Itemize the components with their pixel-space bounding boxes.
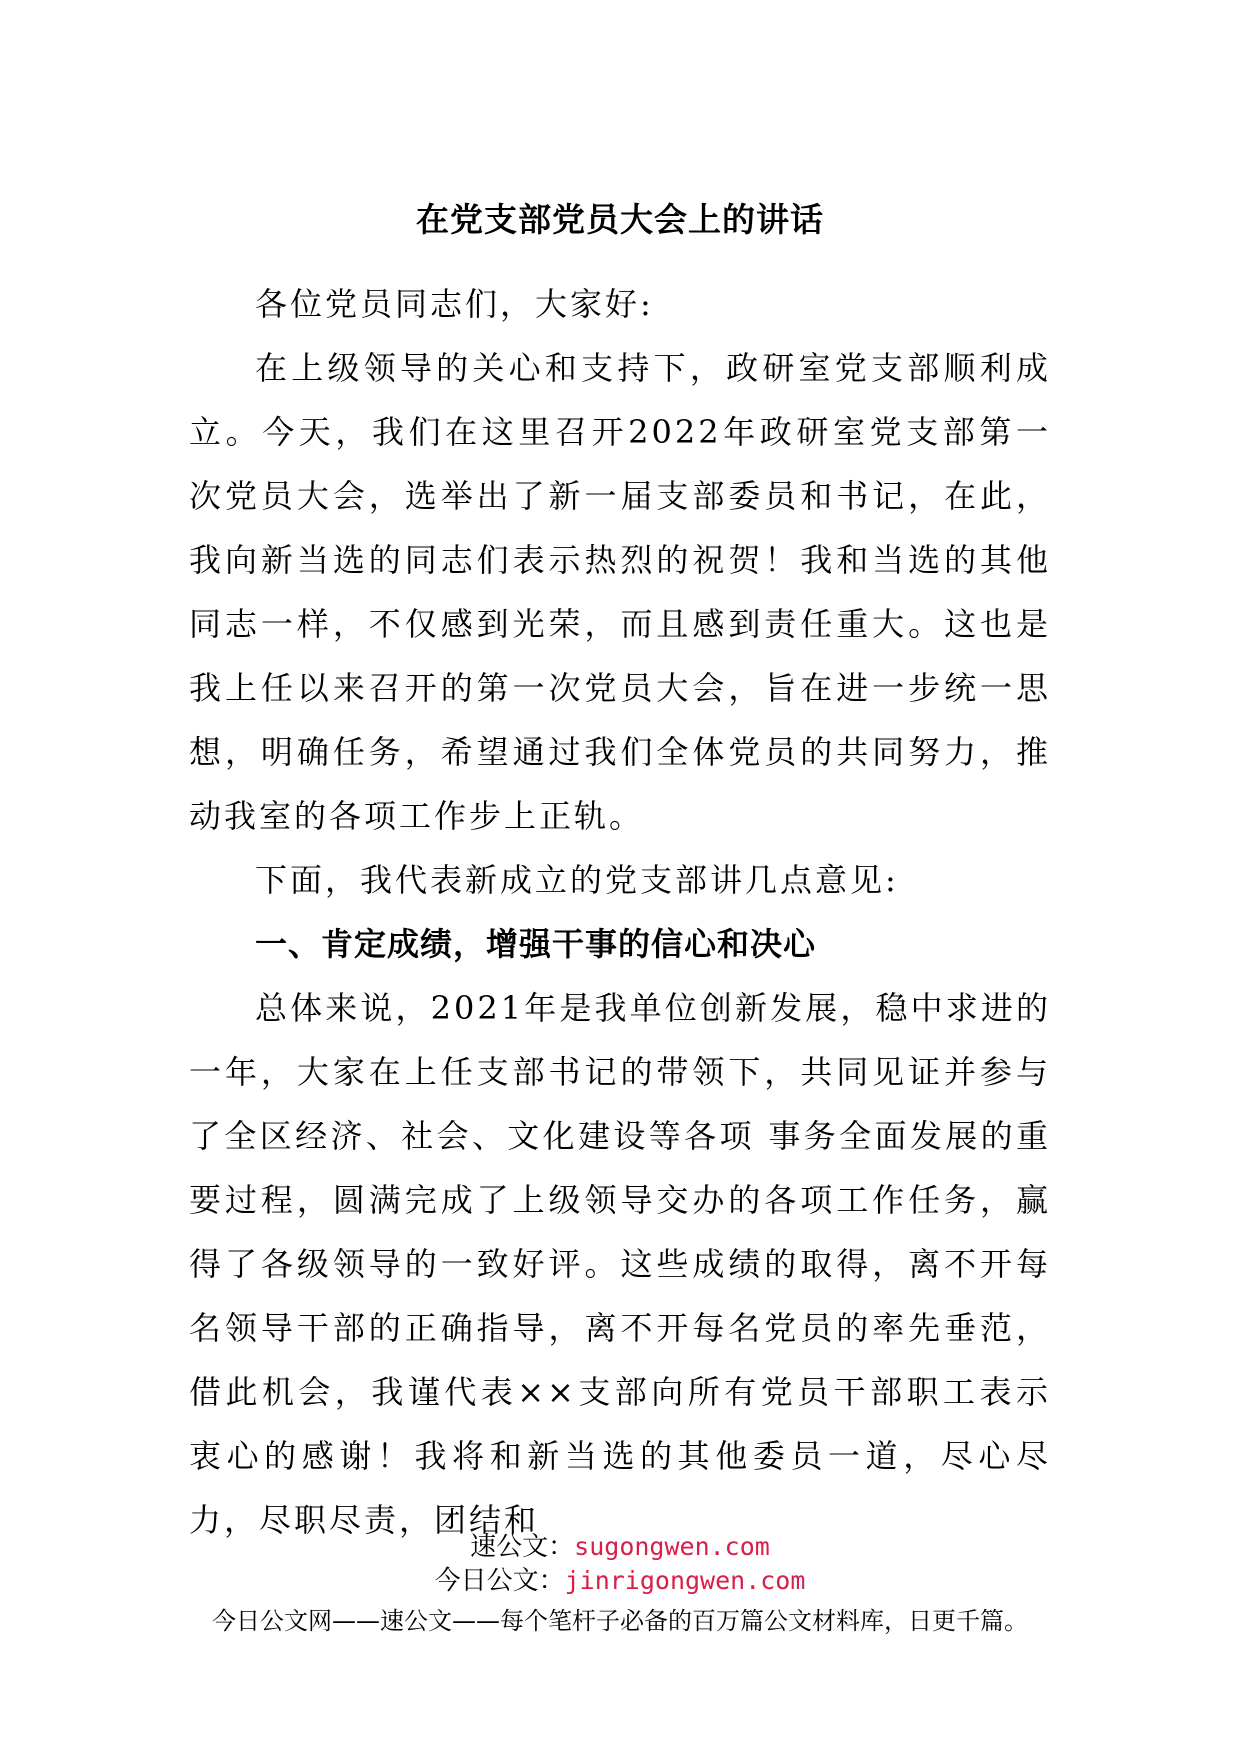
footer-label-jinrigongwen: 今日公文： bbox=[434, 1566, 565, 1596]
transition-paragraph: 下面，我代表新成立的党支部讲几点意见: bbox=[255, 861, 899, 899]
footer-label-sugongwen: 速公文： bbox=[470, 1532, 575, 1562]
footer-link-sugongwen[interactable]: sugongwen.com bbox=[574, 1532, 770, 1561]
footer-link-jinrigongwen[interactable]: jinrigongwen.com bbox=[564, 1566, 806, 1595]
footer-slogan: 今日公文网——速公文——每个笔杆子必备的百万篇公文材料库，日更千篇。 bbox=[212, 1607, 1028, 1635]
document-body bbox=[189, 272, 1051, 1552]
watermark-footer bbox=[0, 1530, 1240, 1640]
section-heading: 一、肯定成绩，增强干事的信心和决心 bbox=[255, 925, 817, 963]
achievements-paragraph: 总体来说，2021年是我单位创新发展，稳中求进的一年，大家在上任支部书记的带领下，共同见证并参与了全区经济、社会、文化建设等各项 事务全面发展的重要过程，圆满完成了上级领导交办的各项工作任务，赢得了各级领导的一致好评。这些成绩的取得，离不开每名领导干部的正确指导，离不开每名党员的率先垂范，借此机会，我谨代表××支部向所有党员干部职工表示衷心的感谢！我将和新当选的其他委员一道，尽心尽力，尽职尽责，团结和 bbox=[189, 989, 1051, 1539]
footer-line-jinrigongwen bbox=[0, 1564, 1240, 1598]
greeting-paragraph: 各位党员同志们，大家好: bbox=[255, 285, 654, 323]
document-title: 在党支部党员大会上的讲话 bbox=[416, 200, 824, 239]
intro-paragraph: 在上级领导的关心和支持下，政研室党支部顺利成立。今天，我们在这里召开2022年政研室党支部第一次党员大会，选举出了新一届支部委员和书记，在此，我向新当选的同志们表示热烈的祝贺！我和当选的其他同志一样，不仅感到光荣，而且感到责任重大。这也是我上任以来召开的第一次党员大会，旨在进一步统一思想，明确任务，希望通过我们全体党员的共同努力，推动我室的各项工作步上正轨。 bbox=[189, 349, 1051, 835]
footer-line-sugongwen bbox=[0, 1530, 1240, 1564]
